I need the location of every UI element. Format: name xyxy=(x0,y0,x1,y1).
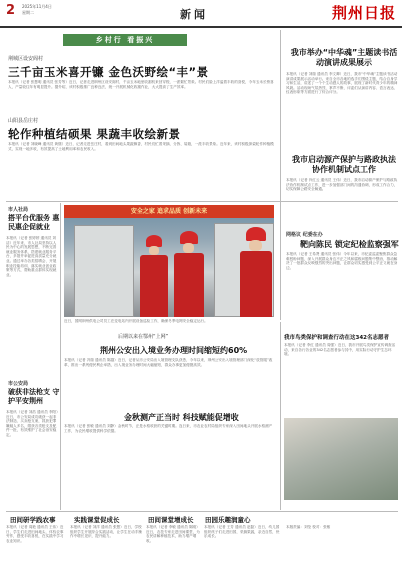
news-photo xyxy=(64,205,274,317)
photo-caption: 近日，国网荆州供电公司员工在变电站内开展设备巡检工作，确保冬季电网安全稳定运行。 xyxy=(64,319,208,323)
article-body: 本报讯（记者 周艳 通讯员 王伟）近日，学生们走进田间地头，体验农事劳作，感受丰收喜悦，在实践中学习农业知识。 xyxy=(6,525,64,543)
article-body: 本报讯（记者 刘洋 通讯员 张慧）近日，学校组织学生开展综合实践活动，让学生在动手操作中增长见识、提升能力。 xyxy=(70,525,142,539)
article-title: 破获非法枪支 守护平安荆州 xyxy=(8,388,60,405)
article-body: 本报讯（记者 刘瑞 通讯员 李文卿）近日，我市“中华魂”主题读书活动演讲成果展示活动举行。来自全市各地的选手们围绕主题，结合自身学习和生活，讲述了一个个生动感人的故事，展现了新时代青少年的精神风貌。活动现场气氛热烈，掌声不断，评委们从演讲内容、语言表达、仪表形象等方面进行了综合评分。 xyxy=(286,72,398,95)
divider xyxy=(6,511,398,512)
photo-sign: 安全之家 追求品质 创新未来 xyxy=(64,205,274,218)
column-divider xyxy=(280,322,281,510)
article-body: 本报讯（记者 李红 通讯员 周强）近日，我市开展鸟类保护宣传调查活动，来自各行各业的342名志愿者参与其中，用实际行动守护生态环境。 xyxy=(284,343,396,357)
date-line: 2025年11月4日 星期二 xyxy=(22,4,52,15)
face xyxy=(249,240,262,251)
article-body: 本报讯（记者 刘浩 通讯员 李阳）近日，市公安局成功破获一起非法制造、买卖枪支案，抓获犯罪嫌疑人多名，缴获各类枪支及配件一批，有效维护了社会治安稳定。 xyxy=(6,410,58,437)
article-body: 本报讯（记者 张慧明 通讯员 张芳等）近日，记者走进荆州区设安阁村，千亩玉米地里收割机来回穿梭，一派繁忙景象。村民们脸上洋溢着丰收的喜悦，今年玉米长势喜人，产量较往年有明显提升。据介绍，该村积极推广良种良法，统一开展机械化收割作业，大大提高了生产效率。 xyxy=(8,80,274,89)
article-title: 实践课堂促成长 xyxy=(74,516,120,524)
article-title: 三千亩玉米喜开镰 金色沃野绘“丰”景 xyxy=(8,65,209,79)
worker xyxy=(140,255,168,317)
article-title: 轮作种植结硕果 果蔬丰收绘新景 xyxy=(8,127,181,141)
article-title: 我市举办“中华魂”主题读书活动演讲成果展示 xyxy=(290,48,398,67)
article-kicker: 市人社局 xyxy=(8,207,29,213)
divider xyxy=(6,201,398,202)
face xyxy=(183,243,194,253)
bird-photo xyxy=(284,418,398,500)
article-kicker: 山阳县岳庄村 xyxy=(8,118,39,124)
section-banner: 乡村行 看振兴 xyxy=(63,34,187,46)
article-body: 本报讯（记者 王希贤 通讯员 张伟）今年以来，市纪委监委聚焦群众急难愁盼问题，深入开展群众身边不正之风和腐败问题集中整治，推动解决了一批群众反映强烈的突出问题，让群众切实感受到公平正义就在身边。 xyxy=(286,252,398,270)
section-title: 新闻 xyxy=(180,8,208,21)
article-kicker: 荆城区设安阁村 xyxy=(8,56,44,62)
article-title: 田间研学践农事 xyxy=(10,516,56,524)
cabinet xyxy=(74,225,134,317)
article-title: 靶向陈民 锁定纪检监察强军 xyxy=(300,240,399,249)
face xyxy=(149,246,159,255)
masthead: 荆州日报 xyxy=(331,4,396,22)
article-body: 本报讯（记者 李敏 通讯员 陈刚）近日，农技专家走进田间课堂，为农民讲解种植技术，助力增产增收。 xyxy=(146,525,200,543)
article-title: 我市启动源产保护与路政执法协作机制试点工作 xyxy=(292,155,396,174)
article-title: 荆州公安出入境业务办理时间缩短约60% xyxy=(100,346,248,355)
helmet xyxy=(246,227,266,241)
article-title: 金秋测产正当时 科技赋能促增收 xyxy=(124,413,239,422)
article-body: 本报讯（记者 肖红云 通讯员 王伟）近日，我市启动源产保护与路政执法协作机制试点工作，进一步加强部门间的沟通协调，形成工作合力，切实保障公路安全畅通。 xyxy=(286,178,398,192)
article-body: 本报讯（记者 冯瑞 通讯员 陈越）近日，记者从市公安局出入境管理支队获悉，今年以来，荆州公安出入境管理部门深化“放管服”改革，推出一系列便民利企举措，出入境业务办理时间大幅缩短，群众办事更加便捷高效。 xyxy=(64,358,273,367)
article-title: 搭平台优服务 惠民惠企促就业 xyxy=(8,214,60,231)
article-kicker: 网格议 纪委在办 xyxy=(286,232,323,238)
footer-note: 本版责编：刘莹 校对：张敏 xyxy=(286,525,331,529)
article-body: 本报讯（记者 王芳 通讯员 赵磊）近日，幼儿园组织孩子们走进田园，采摘果蔬，亲近自然，快乐成长。 xyxy=(204,525,280,539)
page-number: 2 xyxy=(6,3,16,18)
worker xyxy=(174,253,204,317)
article-body: 本报讯（记者 张敏 通讯员 刘静）金秋时节，正是水稻收获的关键时期。连日来，市农业农村局组织专家深入田间地头开展水稻测产工作，为农民增收提供科学依据。 xyxy=(64,424,273,433)
article-title: 田园乐趣润童心 xyxy=(205,516,251,524)
article-body: 本报讯（记者 刘晓峰 通讯员 黄继）近日，记者走进岳庄村，看到田间地头果蔬飘香，村民们忙着采摘、分拣、装箱，一派丰收景象。近年来，该村积极探索轮作种植模式，实现一地多收，有效提高了土地利用率和农民收入。 xyxy=(8,142,274,151)
worker xyxy=(240,251,272,317)
article-body: 本报讯（记者 张婷婷 通讯员 刘洁）近年来，市人社局坚持以人民为中心的发展思想，不断完善就业服务体系，搭建就业服务平台，多措并举促进高质量充分就业。通过举办各类招聘会、开展职业技能培训、落实就业创业政策等方式，帮助重点群体实现就业。 xyxy=(6,236,57,277)
article-title: 田间课堂增成长 xyxy=(148,516,194,524)
column-divider xyxy=(280,30,281,320)
column-divider xyxy=(60,203,61,510)
article-title: 我市鸟类保护和调查行动在这342名志愿者 xyxy=(284,335,389,341)
article-kicker: 后期以来在鄂州“上网” xyxy=(118,334,169,340)
article-kicker: 市公安局 xyxy=(8,381,29,387)
page-header xyxy=(0,0,402,28)
